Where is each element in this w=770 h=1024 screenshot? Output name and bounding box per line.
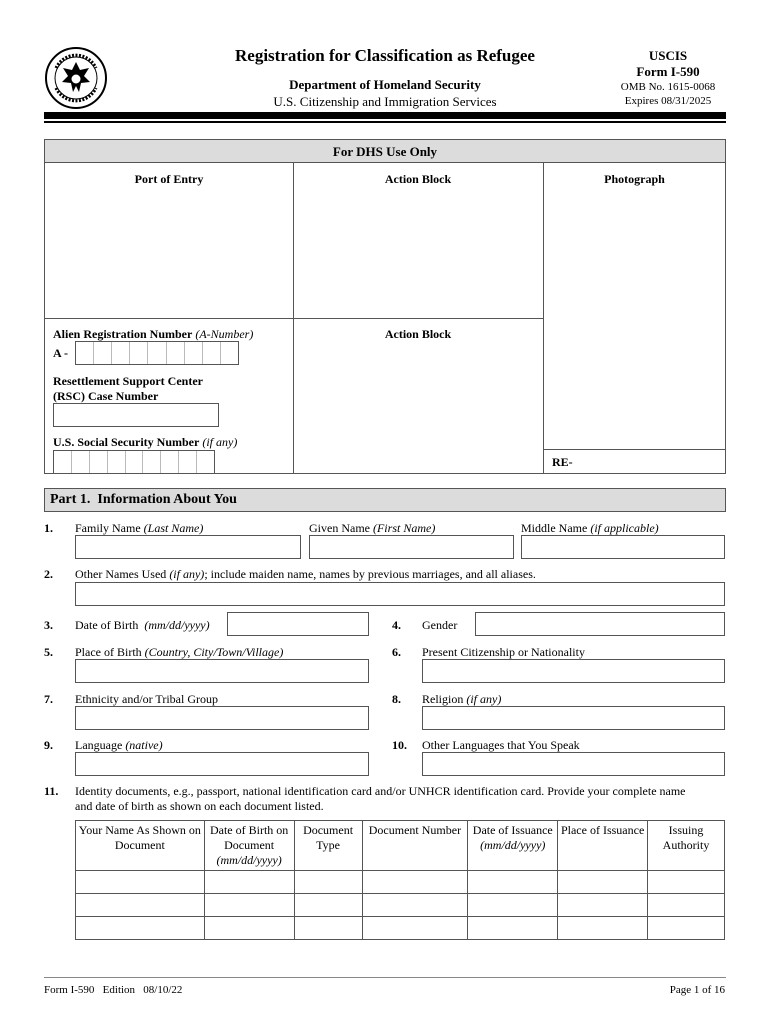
language-input[interactable] (75, 752, 369, 776)
table-cell[interactable] (648, 917, 725, 940)
header-rule-thin (44, 121, 726, 123)
other-names-label: Other Names Used (75, 567, 167, 581)
a-number-label-group (53, 327, 253, 342)
omb-number: OMB No. 1615-0068 (620, 81, 716, 93)
q2-number: 2. (44, 567, 53, 581)
gender-label: Gender (422, 618, 458, 632)
pob-hint: (Country, City/Town/Village) (144, 645, 284, 659)
given-name-hint: (First Name) (372, 521, 436, 535)
part1-title: Part 1. Information About You (50, 492, 237, 507)
q11-instructions-line1: Identity documents, e.g., passport, national identification card and/or UNHCR identification card. Provide your complete name (75, 784, 686, 798)
q4-number: 4. (392, 618, 401, 632)
department-name: Department of Homeland Security (289, 77, 481, 92)
language-label-group (75, 738, 163, 753)
ethnicity-label: Ethnicity and/or Tribal Group (75, 692, 218, 706)
table-cell[interactable] (294, 917, 362, 940)
dob-label-group (75, 618, 210, 633)
table-row (76, 894, 725, 917)
divider (44, 318, 544, 319)
other-names-label-rest: ; include maiden name, names by previous marriages, and all aliases. (204, 567, 536, 581)
citizenship-label: Present Citizenship or Nationality (422, 645, 585, 659)
table-cell[interactable] (558, 871, 648, 894)
table-cell[interactable] (468, 894, 558, 917)
middle-name-input[interactable] (521, 535, 725, 559)
q1-number: 1. (44, 521, 53, 535)
religion-input[interactable] (422, 706, 725, 730)
table-cell[interactable] (76, 894, 205, 917)
religion-hint: (if any) (466, 692, 502, 706)
a-number-label: Alien Registration Number (53, 327, 193, 341)
action-block-label-1: Action Block (384, 172, 452, 186)
col-header-issue-date-label: Date of Issuance (472, 823, 553, 837)
table-cell[interactable] (362, 894, 468, 917)
form-number: Form I-590 (636, 64, 700, 79)
col-header-dob-hint: (mm/dd/yyyy) (216, 853, 282, 867)
ssn-label: U.S. Social Security Number (53, 435, 200, 449)
table-cell[interactable] (558, 894, 648, 917)
other-names-input[interactable] (75, 582, 725, 606)
other-names-label-group (75, 567, 536, 582)
table-cell[interactable] (558, 917, 648, 940)
a-number-hint: (A-Number) (195, 327, 254, 341)
place-of-birth-input[interactable] (75, 659, 369, 683)
action-block-label-2: Action Block (384, 327, 452, 341)
table-cell[interactable] (648, 894, 725, 917)
middle-name-label: Middle Name (521, 521, 588, 535)
given-name-label: Given Name (309, 521, 370, 535)
ssn-hint: (if any) (202, 435, 238, 449)
uscis-label: USCIS (648, 48, 688, 63)
table-row (76, 917, 725, 940)
footer-page-number: Page 1 of 16 (669, 984, 725, 996)
col-header-issue-date-hint: (mm/dd/yyyy) (480, 838, 546, 852)
family-name-label-group (75, 521, 203, 536)
footer-rule (44, 977, 726, 978)
ssn-input[interactable] (53, 450, 215, 474)
table-cell[interactable] (204, 917, 294, 940)
q6-number: 6. (392, 645, 401, 659)
other-languages-input[interactable] (422, 752, 725, 776)
table-cell[interactable] (362, 917, 468, 940)
col-header-issue-date (468, 821, 558, 871)
ethnicity-input[interactable] (75, 706, 369, 730)
dhs-seal (44, 46, 108, 110)
family-name-label: Family Name (75, 521, 141, 535)
rsc-label-line1: Resettlement Support Center (53, 374, 203, 388)
q10-number: 10. (392, 738, 407, 752)
q11-instructions-line2: and date of birth as shown on each document listed. (75, 799, 324, 813)
table-cell[interactable] (648, 871, 725, 894)
q11-number: 11. (44, 784, 59, 798)
q8-number: 8. (392, 692, 401, 706)
identity-documents-table (75, 820, 725, 940)
q7-number: 7. (44, 692, 53, 706)
table-cell[interactable] (362, 871, 468, 894)
date-of-birth-input[interactable] (227, 612, 369, 636)
table-cell[interactable] (76, 917, 205, 940)
expiration-date: Expires 08/31/2025 (624, 95, 712, 107)
middle-name-hint: (if applicable) (590, 521, 659, 535)
agency-name: U.S. Citizenship and Immigration Services (273, 94, 497, 109)
re-label: RE- (552, 455, 573, 469)
language-hint: (native) (125, 738, 163, 752)
table-cell[interactable] (204, 871, 294, 894)
photograph-label: Photograph (604, 172, 665, 186)
other-languages-label: Other Languages that You Speak (422, 738, 580, 752)
q5-number: 5. (44, 645, 53, 659)
dob-hint: (mm/dd/yyyy) (144, 618, 210, 632)
table-cell[interactable] (76, 871, 205, 894)
divider (543, 449, 726, 450)
citizenship-input[interactable] (422, 659, 725, 683)
dob-label: Date of Birth (75, 618, 139, 632)
pob-label: Place of Birth (75, 645, 142, 659)
other-names-hint: (if any) (169, 567, 205, 581)
form-title: Registration for Classification as Refugee (235, 46, 535, 65)
gender-input[interactable] (475, 612, 725, 636)
col-header-doc-type: Document Type (294, 821, 362, 871)
q3-number: 3. (44, 618, 53, 632)
table-cell[interactable] (294, 894, 362, 917)
table-row (76, 871, 725, 894)
middle-name-label-group (521, 521, 659, 536)
family-name-hint: (Last Name) (143, 521, 204, 535)
rsc-label-line2: (RSC) Case Number (53, 389, 159, 403)
port-of-entry-label: Port of Entry (134, 172, 204, 186)
table-cell[interactable] (468, 871, 558, 894)
col-header-place: Place of Issuance (558, 821, 648, 871)
religion-label: Religion (422, 692, 464, 706)
pob-label-group (75, 645, 283, 660)
religion-label-group (422, 692, 501, 707)
table-header-row (76, 821, 725, 871)
col-header-dob (204, 821, 294, 871)
given-name-label-group (309, 521, 435, 536)
table-cell[interactable] (294, 871, 362, 894)
col-header-dob-label: Date of Birth on Document (209, 823, 289, 852)
footer-form-edition: Form I-590 Edition 08/10/22 (44, 984, 183, 996)
ssn-label-group (53, 435, 237, 450)
a-number-input[interactable] (75, 341, 239, 365)
given-name-input[interactable] (309, 535, 514, 559)
language-label: Language (75, 738, 123, 752)
family-name-input[interactable] (75, 535, 301, 559)
q9-number: 9. (44, 738, 53, 752)
rsc-case-number-input[interactable] (53, 403, 219, 427)
col-header-authority: Issuing Authority (648, 821, 725, 871)
header-rule-thick (44, 112, 726, 119)
col-header-name: Your Name As Shown on Document (76, 821, 205, 871)
dhs-use-title: For DHS Use Only (332, 144, 438, 159)
table-cell[interactable] (468, 917, 558, 940)
table-cell[interactable] (204, 894, 294, 917)
a-number-prefix: A - (53, 346, 68, 360)
col-header-doc-number: Document Number (362, 821, 468, 871)
